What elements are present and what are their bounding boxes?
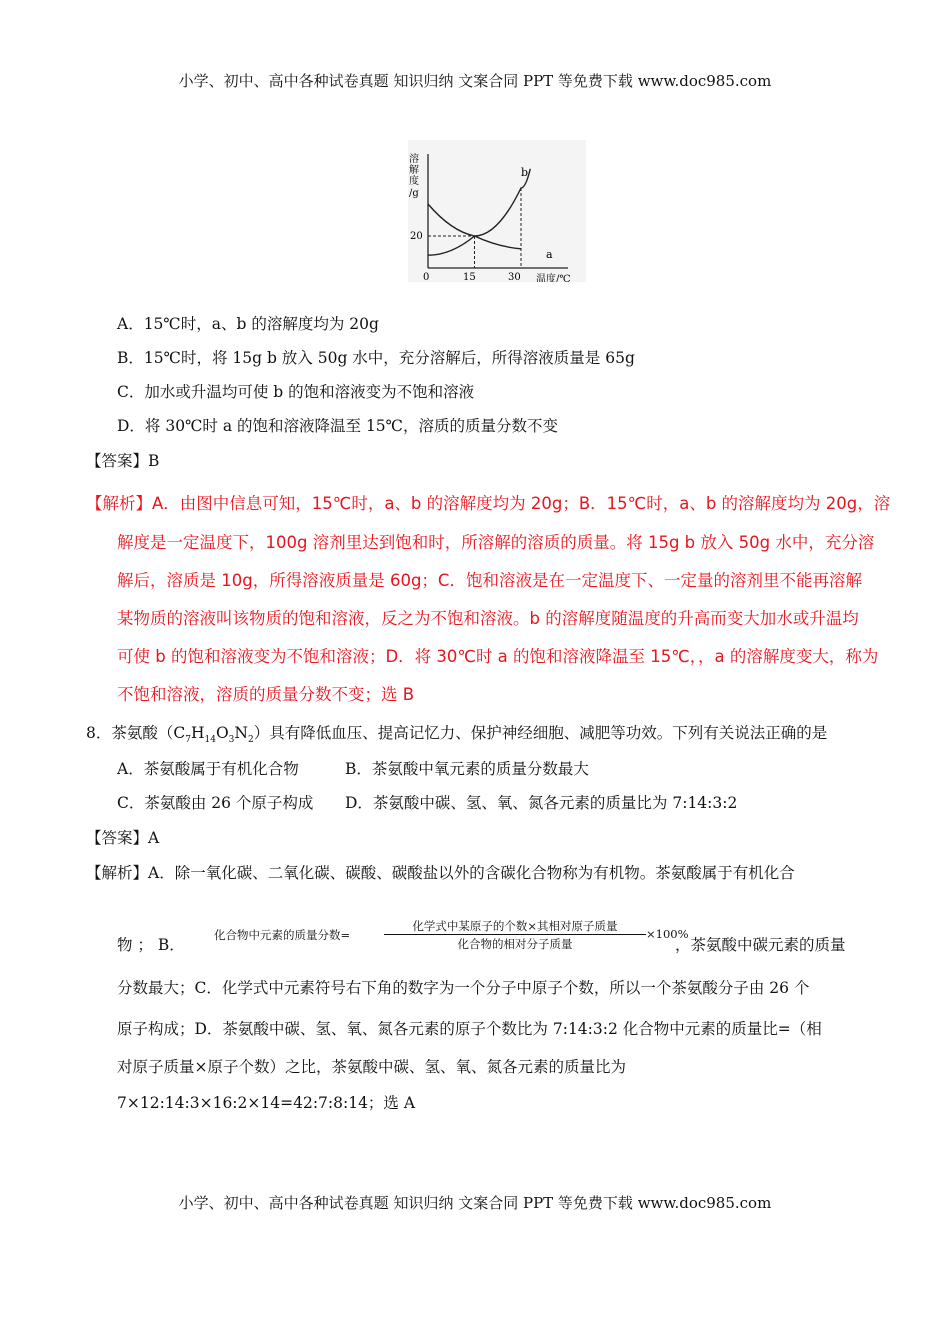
q8-analysis-line: 对原子质量×原子个数）之比，茶氨酸中碳、氢、氧、氮各元素的质量比为 [117,1058,626,1076]
q7-analysis-line: 可使 b 的饱和溶液变为不饱和溶液；D．将 30℃时 a 的饱和溶液降温至 15℃，，a 的溶解度变大，称为 [117,647,879,666]
x-axis-label: 温度/℃ [536,274,571,282]
fraction-bar [384,934,646,935]
ylabel-4: /g [409,188,419,199]
q8-analysis-line: 7×12:14:3×16:2×14=42:7:8:14；选 A [117,1094,416,1112]
q7-answer: 【答案】B [86,452,160,470]
q8-answer: 【答案】A [86,829,160,847]
q7-analysis-line: 某物质的溶液叫该物质的饱和溶液，反之为不饱和溶液。b 的溶解度随温度的升高而变大加水或升温均 [117,609,859,628]
formula-sub: 7 [185,735,191,746]
formula-h: H [190,724,205,742]
q8-option-c: C．茶氨酸由 26 个原子构成 [117,794,314,812]
series-a-label: a [546,248,553,261]
x-tick-0: 0 [423,272,430,282]
formula-o: O [215,724,229,742]
formula-sub: 14 [204,735,216,746]
q7-analysis-line: 解后，溶质是 10g，所得溶液质量是 60g；C．饱和溶液是在一定温度下、一定量的溶剂里不能再溶解 [117,571,862,590]
x-tick-15: 15 [463,272,476,282]
q7-option-c: C．加水或升温均可使 b 的饱和溶液变为不饱和溶液 [117,383,475,401]
q8-option-d: D．茶氨酸中碳、氢、氧、氮各元素的质量比为 7:14:3:2 [345,794,738,812]
q8-analysis-line: ，茶氨酸中碳元素的质量 [675,936,846,954]
q7-option-a: A．15℃时，a、b 的溶解度均为 20g [117,315,379,333]
ylabel-2: 解 [409,165,419,176]
q8-stem-pre: 8．茶氨酸（C [86,724,186,742]
q8-analysis-line: 物 ； B． [117,936,185,954]
solubility-chart [408,140,586,282]
ylabel-1: 溶 [409,154,419,165]
q7-analysis-line: 解度是一定温度下，100g 溶剂里达到饱和时，所溶解的溶质的质量。将 15g b 放入 50g 水中，充分溶 [117,533,875,552]
q8-option-b: B．茶氨酸中氧元素的质量分数最大 [345,760,589,778]
q8-stem-post: ）具有降低血压、提高记忆力、保护神经细胞、减肥等功效。下列有关说法正确的是 [253,724,828,742]
q8-analysis-line: 【解析】A．除一氧化碳、二氧化碳、碳酸、碳酸盐以外的含碳化合物称为有机物。茶氨酸属于有机化合 [86,864,795,882]
q8-analysis-line: 原子构成；D．茶氨酸中碳、氢、氧、氮各元素的原子个数比为 7:14:3:2 化合物中元素的质量比=（相 [117,1020,822,1038]
series-b-label: b [521,166,529,179]
q8-stem [86,721,827,745]
formula-n: N [234,724,248,742]
formula-denominator: 化合物的相对分子质量 [457,937,573,951]
q7-option-d: D．将 30℃时 a 的饱和溶液降温至 15℃，溶质的质量分数不变 [117,417,559,435]
q7-analysis-line: 不饱和溶液，溶质的质量分数不变；选 B [117,685,415,704]
y-tick-20: 20 [410,231,423,242]
q8-analysis-line: 分数最大；C．化学式中元素符号右下角的数字为一个分子中原子个数，所以一个茶氨酸分子由 26 个 [117,979,810,997]
q8-option-a: A．茶氨酸属于有机化合物 [117,760,299,778]
page-header: 小学、初中、高中各种试卷真题 知识归纳 文案合同 PPT 等免费下载 www.doc985.com [178,72,772,90]
formula-sub: 3 [228,735,235,746]
formula-sub: 2 [247,735,254,746]
formula-left: 化合物中元素的质量分数= [214,928,351,942]
x-tick-30: 30 [508,272,521,282]
q7-option-b: B．15℃时，将 15g b 放入 50g 水中，充分溶解后，所得溶液质量是 65g [117,349,635,367]
page-footer: 小学、初中、高中各种试卷真题 知识归纳 文案合同 PPT 等免费下载 www.doc985.com [178,1194,772,1212]
formula-right: ×100% [646,927,689,941]
formula-numerator: 化学式中某原子的个数×其相对原子质量 [412,919,618,933]
ylabel-3: 度 [409,176,419,187]
q7-analysis-line: 【解析】A．由图中信息可知，15℃时，a、b 的溶解度均为 20g；B．15℃时，a、b 的溶解度均为 20g，溶 [86,494,891,513]
